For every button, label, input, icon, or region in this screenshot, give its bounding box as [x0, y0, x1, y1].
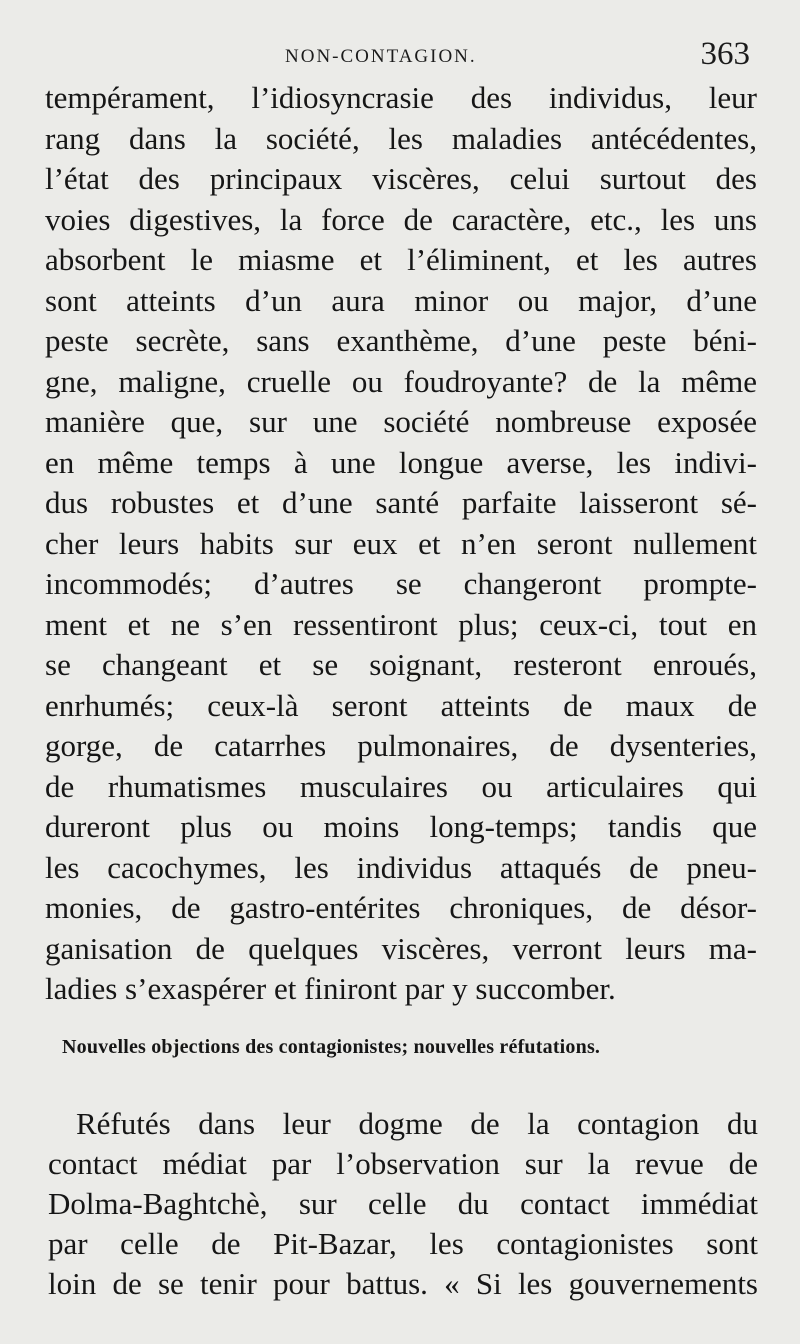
paragraph-1: [45, 78, 757, 1010]
text-line: se changeant et se soignant, resteront enroués,: [45, 647, 757, 682]
paragraph-2: [48, 1104, 758, 1304]
text-line: dus robustes et d’une santé parfaite laisseront sé-: [45, 485, 757, 520]
text-line: rang dans la société, les maladies antécédentes,: [45, 120, 757, 156]
text-line: de rhumatismes musculaires ou articulaires qui: [45, 768, 757, 804]
text-line: voies digestives, la force de caractère, etc., les uns: [45, 201, 757, 237]
text-line: l’état des principaux viscères, celui surtout des: [45, 161, 757, 196]
text-line: gorge, de catarrhes pulmonaires, de dysenteries,: [45, 728, 757, 763]
running-head: NON-CONTAGION.: [285, 46, 477, 67]
text-line: absorbent le miasme et l’éliminent, et les autres: [45, 242, 757, 277]
text-line: cher leurs habits sur eux et n’en seront nullement: [45, 525, 757, 561]
text-line: monies, de gastro-entérites chroniques, de désor-: [45, 890, 757, 925]
text-line: Réfutés dans leur dogme de la contagion du: [76, 1106, 758, 1141]
text-line: incommodés; d’autres se changeront prompte-: [45, 566, 757, 601]
page-number: 363: [700, 36, 750, 72]
text-line: Dolma-Baghtchè, sur celle du contact immédiat: [48, 1186, 758, 1221]
text-line: manière que, sur une société nombreuse exposée: [45, 404, 757, 439]
text-line: sont atteints d’un aura minor ou major, d’une: [45, 282, 757, 318]
text-line: contact médiat par l’observation sur la revue de: [48, 1146, 758, 1181]
page-header: [0, 34, 800, 78]
text-line: enrhumés; ceux-là seront atteints de maux de: [45, 687, 757, 723]
text-line: peste secrète, sans exanthème, d’une peste béni-: [45, 323, 757, 358]
text-line: loin de se tenir pour battus. « Si les gouvernements: [48, 1266, 758, 1301]
text-line: dureront plus ou moins long-temps; tandis que: [45, 809, 757, 844]
text-line: ladies s’exaspérer et finiront par y succomber.: [45, 971, 616, 1006]
section-heading: Nouvelles objections des contagionistes; nouvelles réfutations.: [62, 1036, 601, 1058]
text-line: en même temps à une longue averse, les indivi-: [45, 444, 757, 480]
text-line: par celle de Pit-Bazar, les contagionistes sont: [48, 1226, 758, 1261]
text-line: gne, maligne, cruelle ou foudroyante? de la même: [45, 363, 757, 399]
text-line: ganisation de quelques viscères, verront leurs ma-: [45, 930, 757, 966]
text-line: les cacochymes, les individus attaqués de pneu-: [45, 849, 757, 885]
text-line: tempérament, l’idiosyncrasie des individus, leur: [45, 80, 757, 115]
text-line: ment et ne s’en ressentiront plus; ceux-ci, tout en: [45, 606, 757, 642]
